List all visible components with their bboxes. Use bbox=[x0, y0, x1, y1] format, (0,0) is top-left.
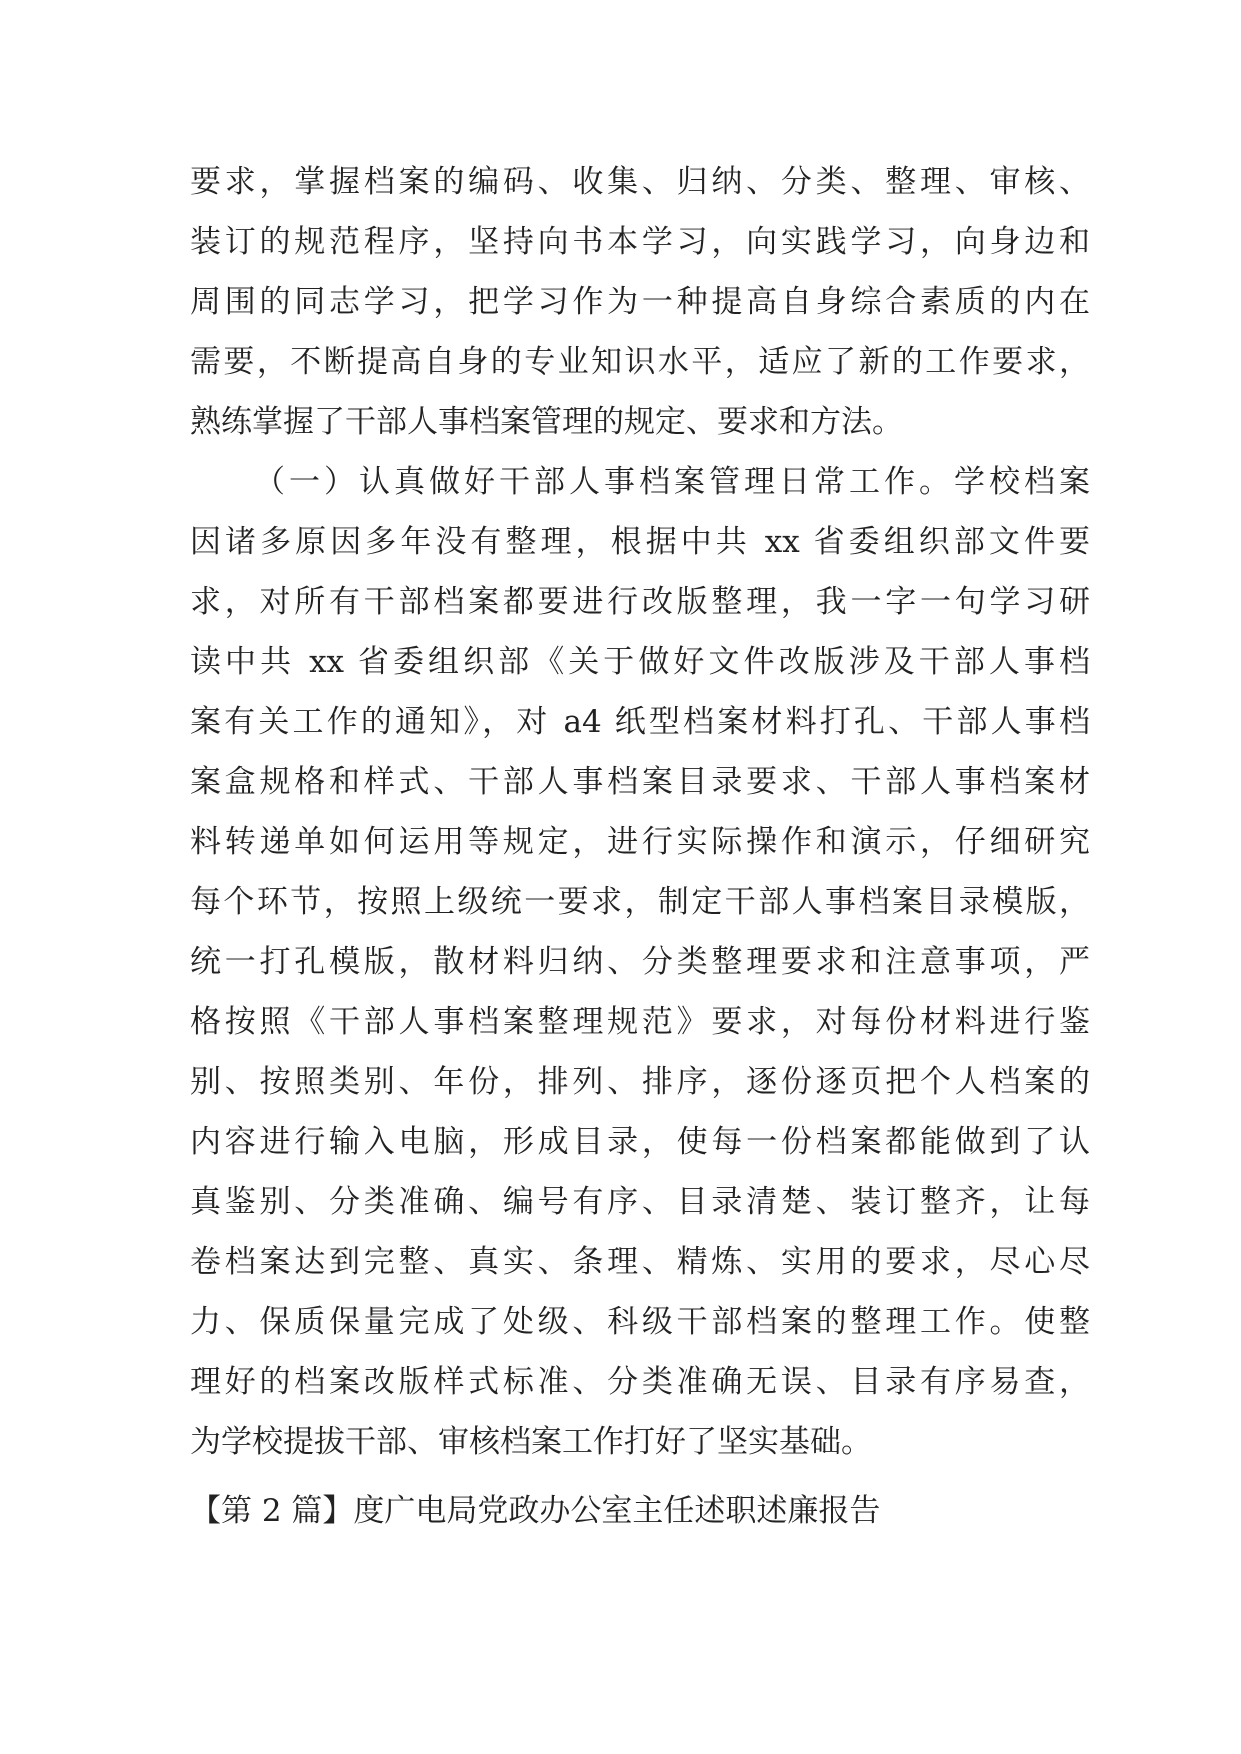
text-line: 要求，掌握档案的编码、收集、归纳、分类、整理、审核、 bbox=[190, 164, 1090, 200]
text-line: 料转递单如何运用等规定，进行实际操作和演示，仔细研究 bbox=[190, 824, 1090, 860]
text-line: 为学校提拔干部、审核档案工作打好了坚实基础。 bbox=[190, 1424, 872, 1460]
text-line: 装订的规范程序，坚持向书本学习，向实践学习，向身边和 bbox=[190, 224, 1090, 260]
text-line: 读中共 xx 省委组织部《关于做好文件改版涉及干部人事档 bbox=[190, 644, 1090, 680]
text-line: 格按照《干部人事档案整理规范》要求，对每份材料进行鉴 bbox=[190, 1004, 1090, 1040]
text-line: 熟练掌握了干部人事档案管理的规定、要求和方法。 bbox=[190, 404, 903, 440]
text-line: 内容进行输入电脑，形成目录，使每一份档案都能做到了认 bbox=[190, 1124, 1090, 1160]
text-line: 案盒规格和样式、干部人事档案目录要求、干部人事档案材 bbox=[190, 764, 1090, 800]
text-line: 理好的档案改版样式标准、分类准确无误、目录有序易查， bbox=[190, 1364, 1090, 1400]
text-line: 卷档案达到完整、真实、条理、精炼、实用的要求，尽心尽 bbox=[190, 1244, 1090, 1280]
paragraph-daily-work bbox=[190, 452, 1090, 1472]
text-line: （一）认真做好干部人事档案管理日常工作。学校档案 bbox=[254, 464, 1090, 500]
body-text bbox=[190, 152, 1090, 1472]
text-line: 需要，不断提高自身的专业知识水平，适应了新的工作要求， bbox=[190, 344, 1090, 380]
text-line: 因诸多原因多年没有整理，根据中共 xx 省委组织部文件要 bbox=[190, 524, 1090, 560]
text-line: 求，对所有干部档案都要进行改版整理，我一字一句学习研 bbox=[190, 584, 1090, 620]
text-line: 统一打孔模版，散材料归纳、分类整理要求和注意事项，严 bbox=[190, 944, 1090, 980]
text-line: 力、保质保量完成了处级、科级干部档案的整理工作。使整 bbox=[190, 1304, 1090, 1340]
text-line: 周围的同志学习，把学习作为一种提高自身综合素质的内在 bbox=[190, 284, 1090, 320]
text-line: 别、按照类别、年份，排列、排序，逐份逐页把个人档案的 bbox=[190, 1064, 1090, 1100]
text-line: 案有关工作的通知》，对 a4 纸型档案材料打孔、干部人事档 bbox=[190, 704, 1090, 740]
text-line: 每个环节，按照上级统一要求，制定干部人事档案目录模版， bbox=[190, 884, 1090, 920]
paragraph-archive-study bbox=[190, 152, 1090, 452]
text-line: 真鉴别、分类准确、编号有序、目录清楚、装订整齐，让每 bbox=[190, 1184, 1090, 1220]
section-heading: 【第 2 篇】度广电局党政办公室主任述职述廉报告 bbox=[190, 1493, 881, 1529]
